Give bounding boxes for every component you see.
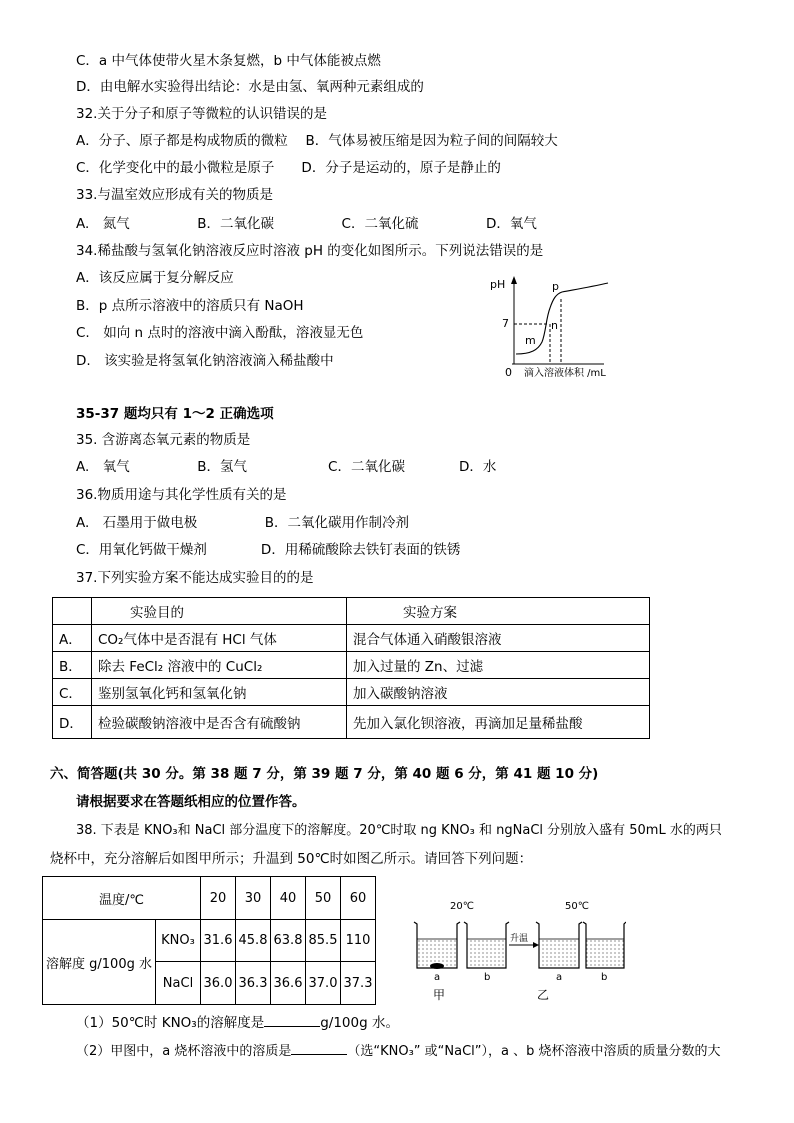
q31-option-d: D．由电解水实验得出结论：水是由氢、氧两种元素组成的 (76, 79, 424, 95)
q34-option-c: C. 如向 n 点时的溶液中滴入酚酞，溶液显无色 (76, 325, 364, 341)
q34-option-b: B．p 点所示溶液中的溶质只有 NaOH (76, 298, 304, 314)
exp-row-label: C． (53, 679, 92, 706)
ph-point-p: p (552, 280, 559, 293)
sol-nacl-cell: 36.3 (236, 962, 271, 1005)
exp-row-goal: CO₂气体中是否混有 HCl 气体 (92, 625, 347, 652)
q36-options-ab: A. 石墨用于做电极 B．二氧化碳用作制冷剂 (76, 515, 410, 531)
ph-point-m: m (525, 334, 536, 347)
sol-nacl-cell: 37.3 (341, 962, 376, 1005)
beaker-jia-b (464, 922, 509, 968)
ph-seven-tick: 7 (502, 317, 509, 330)
exp-row-plan: 加入过量的 Zn、过滤 (347, 652, 650, 679)
ph-x-label: 滴入溶液体积 /mL (524, 368, 606, 379)
label-heat: 升温 (510, 934, 529, 944)
sol-nacl-label: NaCl (156, 962, 201, 1005)
beaker-yi-a (536, 922, 582, 968)
exp-row-plan: 先加入氯化钡溶液，再滴加足量稀盐酸 (347, 706, 650, 739)
beaker-jia-a (414, 922, 460, 969)
sol-temp-cell: 50 (306, 877, 341, 920)
table-row (53, 625, 650, 652)
exp-row-label: B． (53, 652, 92, 679)
sol-temp-cell: 30 (236, 877, 271, 920)
sol-kno3-cell: 85.5 (306, 920, 341, 962)
q31-option-c: C．a 中气体使带火星木条复燃，b 中气体能被点燃 (76, 53, 381, 69)
question-38-line2: 烧杯中，充分溶解后如图甲所示；升温到 50℃时如图乙所示。请回答下列问题： (50, 851, 533, 867)
sol-temp-cell: 40 (271, 877, 306, 920)
sol-temp-cell: 20 (201, 877, 236, 920)
exp-row-label: A． (53, 625, 92, 652)
section-6-title: 六、简答题(共 30 分。第 38 题 7 分，第 39 题 7 分，第 40 题 6 分，第 41 题 10 分) (50, 766, 599, 782)
label-jia: 甲 (433, 988, 446, 1002)
q38-sub1 (76, 1012, 399, 1032)
beakers-diagram (406, 896, 626, 1004)
label-yi-b: b (601, 972, 608, 983)
sol-solubility-label: 溶解度 g/100g 水 (43, 920, 156, 1005)
sol-kno3-cell: 45.8 (236, 920, 271, 962)
table-row (53, 652, 650, 679)
exp-row-goal: 鉴别氢氧化钙和氢氧化钠 (92, 679, 347, 706)
section-6-note: 请根据要求在答题纸相应的位置作答。 (76, 794, 306, 810)
question-38-line1: 38. 下表是 KNO₃和 NaCl 部分温度下的溶解度。20℃时取 ng KNO₃ 和 ngNaCl 分别放入盛有 50mL 水的两只 (76, 823, 722, 838)
table-row (53, 679, 650, 706)
q38-sub1-text: （1）50℃时 KNO₃的溶解度是 (76, 1015, 265, 1031)
q34-option-a: A．该反应属于复分解反应 (76, 270, 234, 286)
sol-nacl-cell: 36.0 (201, 962, 236, 1005)
exp-row-label: D． (53, 706, 92, 739)
q32-options-ab: A．分子、原子都是构成物质的微粒 B．气体易被压缩是因为粒子间的间隔较大 (76, 133, 558, 149)
sol-nacl-cell: 36.6 (271, 962, 306, 1005)
sol-nacl-cell: 37.0 (306, 962, 341, 1005)
q32-options-cd: C．化学变化中的最小微粒是原子 D．分子是运动的，原子是静止的 (76, 160, 501, 176)
exp-row-goal: 除去 FeCl₂ 溶液中的 CuCl₂ (92, 652, 347, 679)
sol-temp-label: 温度/℃ (43, 877, 201, 920)
solubility-table (42, 876, 376, 1005)
q38-sub2-text: （2）甲图中，a 烧杯溶液中的溶质是 (76, 1044, 292, 1059)
label-yi-a: a (556, 972, 563, 983)
label-jia-b: b (484, 972, 491, 983)
label-20c: 20℃ (450, 901, 474, 912)
q38-sub2-rest: （选“KNO₃” 或“NaCl”），a 、b 烧杯溶液中溶质的质量分数的大 (347, 1044, 721, 1059)
sol-kno3-cell: 63.8 (271, 920, 306, 962)
question-33: 33.与温室效应形成有关的物质是 (76, 187, 273, 203)
sol-kno3-label: KNO₃ (156, 920, 201, 962)
question-36: 36.物质用途与其化学性质有关的是 (76, 487, 287, 503)
section-35-37-title: 35-37 题均只有 1～2 正确选项 (76, 406, 274, 422)
question-35: 35. 含游离态氧元素的物质是 (76, 432, 251, 448)
label-jia-a: a (434, 972, 441, 983)
sol-kno3-cell: 31.6 (201, 920, 236, 962)
answer-blank-1[interactable] (264, 1012, 320, 1027)
table-row (53, 706, 650, 739)
exp-header-goal: 实验目的 (92, 598, 347, 625)
ph-y-label: pH (490, 278, 506, 291)
question-34: 34.稀盐酸与氢氧化钠溶液反应时溶液 pH 的变化如图所示。下列说法错误的是 (76, 243, 544, 259)
beaker-yi-b (583, 922, 626, 968)
exp-row-plan: 混合气体通入硝酸银溶液 (347, 625, 650, 652)
table-row (43, 877, 376, 920)
q38-sub2 (76, 1040, 721, 1061)
exp-header-blank (53, 598, 92, 625)
answer-blank-2[interactable] (291, 1040, 347, 1055)
question-37: 37.下列实验方案不能达成实验目的的是 (76, 570, 314, 586)
sol-kno3-cell: 110 (341, 920, 376, 962)
sol-temp-cell: 60 (341, 877, 376, 920)
experiment-table (52, 597, 650, 739)
exp-table-header (53, 598, 650, 625)
q36-options-cd: C．用氧化钙做干燥剂 D．用稀硫酸除去铁钉表面的铁锈 (76, 542, 461, 558)
exp-row-goal: 检验碳酸钠溶液中是否含有硫酸钠 (92, 706, 347, 739)
question-32: 32.关于分子和原子等微粒的认识错误的是 (76, 106, 327, 122)
ph-point-n: n (551, 319, 558, 332)
ph-chart (486, 272, 646, 384)
q35-options: A. 氧气 B．氢气 C．二氧化碳 D．水 (76, 459, 497, 475)
exp-header-plan: 实验方案 (347, 598, 650, 625)
table-row (43, 920, 376, 962)
q38-sub1-unit: g/100g 水。 (320, 1015, 399, 1031)
q34-option-d: D. 该实验是将氢氧化钠溶液滴入稀盐酸中 (76, 353, 334, 369)
exp-row-plan: 加入碳酸钠溶液 (347, 679, 650, 706)
label-50c: 50℃ (565, 901, 589, 912)
ph-origin: 0 (505, 366, 512, 379)
label-yi: 乙 (537, 988, 550, 1002)
q33-options: A. 氮气 B．二氧化碳 C．二氧化硫 D．氧气 (76, 216, 537, 232)
